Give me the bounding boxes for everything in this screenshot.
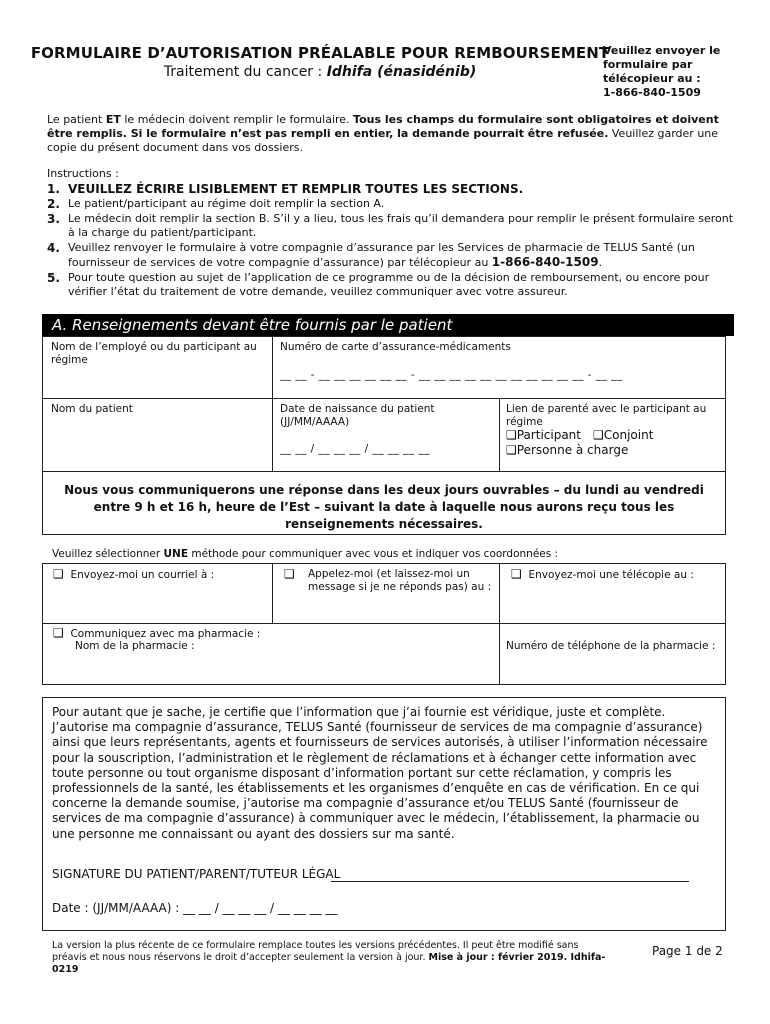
section-a-heading: A. Renseignements devant être fournis par le patient bbox=[42, 314, 734, 336]
instructions bbox=[47, 167, 737, 300]
dependent-checkbox[interactable]: ❑Personne à charge bbox=[506, 443, 629, 457]
fax-option[interactable]: ❑ Envoyez-moi une télécopie au : bbox=[511, 567, 694, 581]
form-subtitle: Traitement du cancer : Idhifa (énasidénib) bbox=[163, 64, 477, 80]
signature-line[interactable] bbox=[331, 881, 689, 882]
form-title: FORMULAIRE D’AUTORISATION PRÉALABLE POUR REMBOURSEMENT bbox=[30, 44, 610, 62]
phone-option[interactable]: ❑ Appelez-moi (et laissez-moi un message si je ne réponds pas) au : bbox=[284, 567, 492, 593]
employee-name-label: Nom de l’employé ou du participant au régime bbox=[51, 341, 257, 366]
instruction-item: 3. Le médecin doit remplir la section B. S’il y a lieu, tous les frais qu’il demandera pour remplir le présent formulaire seront à la charge du patient/participant. bbox=[47, 212, 734, 239]
certification-text: Pour autant que je sache, je certifie que l’information que j’ai fournie est véridique, juste et complète. J’autorise ma compagnie d’assurance, TELUS Santé (fournisseur de services de ma compagnie d’assurance) ainsi que leurs représentants, agents et fournisseurs de services autorisés, à utiliser l’information nécessaire pour la souscription, l’administration et le règlement de réclamations et à échanger cette information avec toute personne ou tout organisme disposant d’information portant sur cette réclamation, y compris les professionnels de la santé, les établissements et les organismes d’enquête en cas de vérification. En ce qui concerne la demande soumise, j’autorise ma compagnie d’assurance et/ou TELUS Santé (fournisseur de services de ma compagnie d’assurance) à communiquer avec le médecin, l’établissement, la pharmacie ou une personne me connaissant ou ayant des dossiers sur ma santé. bbox=[52, 705, 708, 841]
response-notice: Nous vous communiquerons une réponse dans les deux jours ouvrables – du lundi au vendredi entre 9 h et 16 h, heure de l’Est – suivant la date à laquelle nous aurons reçu tous les renseignements nécessaires. bbox=[64, 483, 704, 531]
instruction-item: 2. Le patient/participant au régime doit remplir la section A. bbox=[47, 197, 385, 211]
participant-checkbox[interactable]: ❑Participant bbox=[506, 428, 581, 442]
section-a-table bbox=[42, 336, 726, 535]
relation-label: Lien de parenté avec le participant au régime bbox=[506, 403, 707, 428]
card-number-label: Numéro de carte d’assurance-médicaments bbox=[280, 341, 511, 353]
certification-box bbox=[42, 697, 726, 931]
dob-field[interactable]: __ __ / __ __ __ / __ __ __ __ bbox=[280, 443, 430, 455]
communication-table bbox=[42, 563, 726, 685]
drug-name: Idhifa (énasidénib) bbox=[326, 64, 477, 80]
date-field[interactable]: Date : (JJ/MM/AAAA) : __ __ / __ __ __ / __ __ __ __ bbox=[52, 901, 338, 915]
dob-format: (JJ/MM/AAAA) bbox=[280, 416, 350, 428]
dob-label: Date de naissance du patient bbox=[280, 403, 435, 415]
page-number: Page 1 de 2 bbox=[652, 944, 723, 958]
instructions-label: Instructions : bbox=[47, 167, 119, 180]
instruction-item: 4. Veuillez renvoyer le formulaire à votre compagnie d’assurance par les Services de pharmacie de TELUS Santé (un fournisseur de services de votre compagnie d’assurance) par télécopieur au 1-866-840-1509. bbox=[47, 241, 695, 269]
signature-label: SIGNATURE DU PATIENT/PARENT/TUTEUR LÉGAL bbox=[52, 867, 341, 881]
email-option[interactable]: ❑ Envoyez-moi un courriel à : bbox=[53, 567, 215, 581]
spouse-checkbox[interactable]: ❑Conjoint bbox=[593, 428, 654, 442]
communication-instructions: Veuillez sélectionner UNE méthode pour communiquer avec vous et indiquer vos coordonnées : bbox=[52, 548, 559, 560]
fax-number: 1-866-840-1509 bbox=[603, 86, 701, 99]
instruction-item: 1. VEUILLEZ ÉCRIRE LISIBLEMENT ET REMPLIR TOUTES LES SECTIONS. bbox=[47, 182, 524, 196]
card-number-field[interactable]: __ __ - __ __ __ __ __ __ - __ __ __ __ __ __ __ __ __ __ __ - __ __ bbox=[280, 369, 623, 381]
pharmacy-phone-label: Numéro de téléphone de la pharmacie : bbox=[506, 640, 716, 652]
pharmacy-option[interactable]: ❑ Communiquez avec ma pharmacie : bbox=[53, 626, 261, 640]
fax-instructions: Veuillez envoyer le formulaire par télécopieur au : 1-866-840-1509 bbox=[603, 44, 753, 100]
pharmacy-name-label: Nom de la pharmacie : bbox=[75, 640, 195, 652]
intro-paragraph: Le patient ET le médecin doivent remplir le formulaire. Tous les champs du formulaire sont obligatoires et doivent être remplis. Si le formulaire n’est pas rempli en entier, la demande pourrait être refusée. Veuillez garder une copie du présent document dans vos dossiers. bbox=[47, 113, 719, 154]
footer-note: La version la plus récente de ce formulaire remplace toutes les versions précédentes. Il peut être modifié sans préavis et nous nous réservons le droit d’accepter seulement la version à jour. Mise à jour : février 2019. Idhifa-0219 bbox=[52, 940, 606, 975]
patient-name-label: Nom du patient bbox=[51, 403, 133, 415]
instruction-item: 5. Pour toute question au sujet de l’application de ce programme ou de la décision de remboursement, ou encore pour vérifier l’état du traitement de votre demande, veuillez communiquer avec votre assureur. bbox=[47, 271, 710, 298]
